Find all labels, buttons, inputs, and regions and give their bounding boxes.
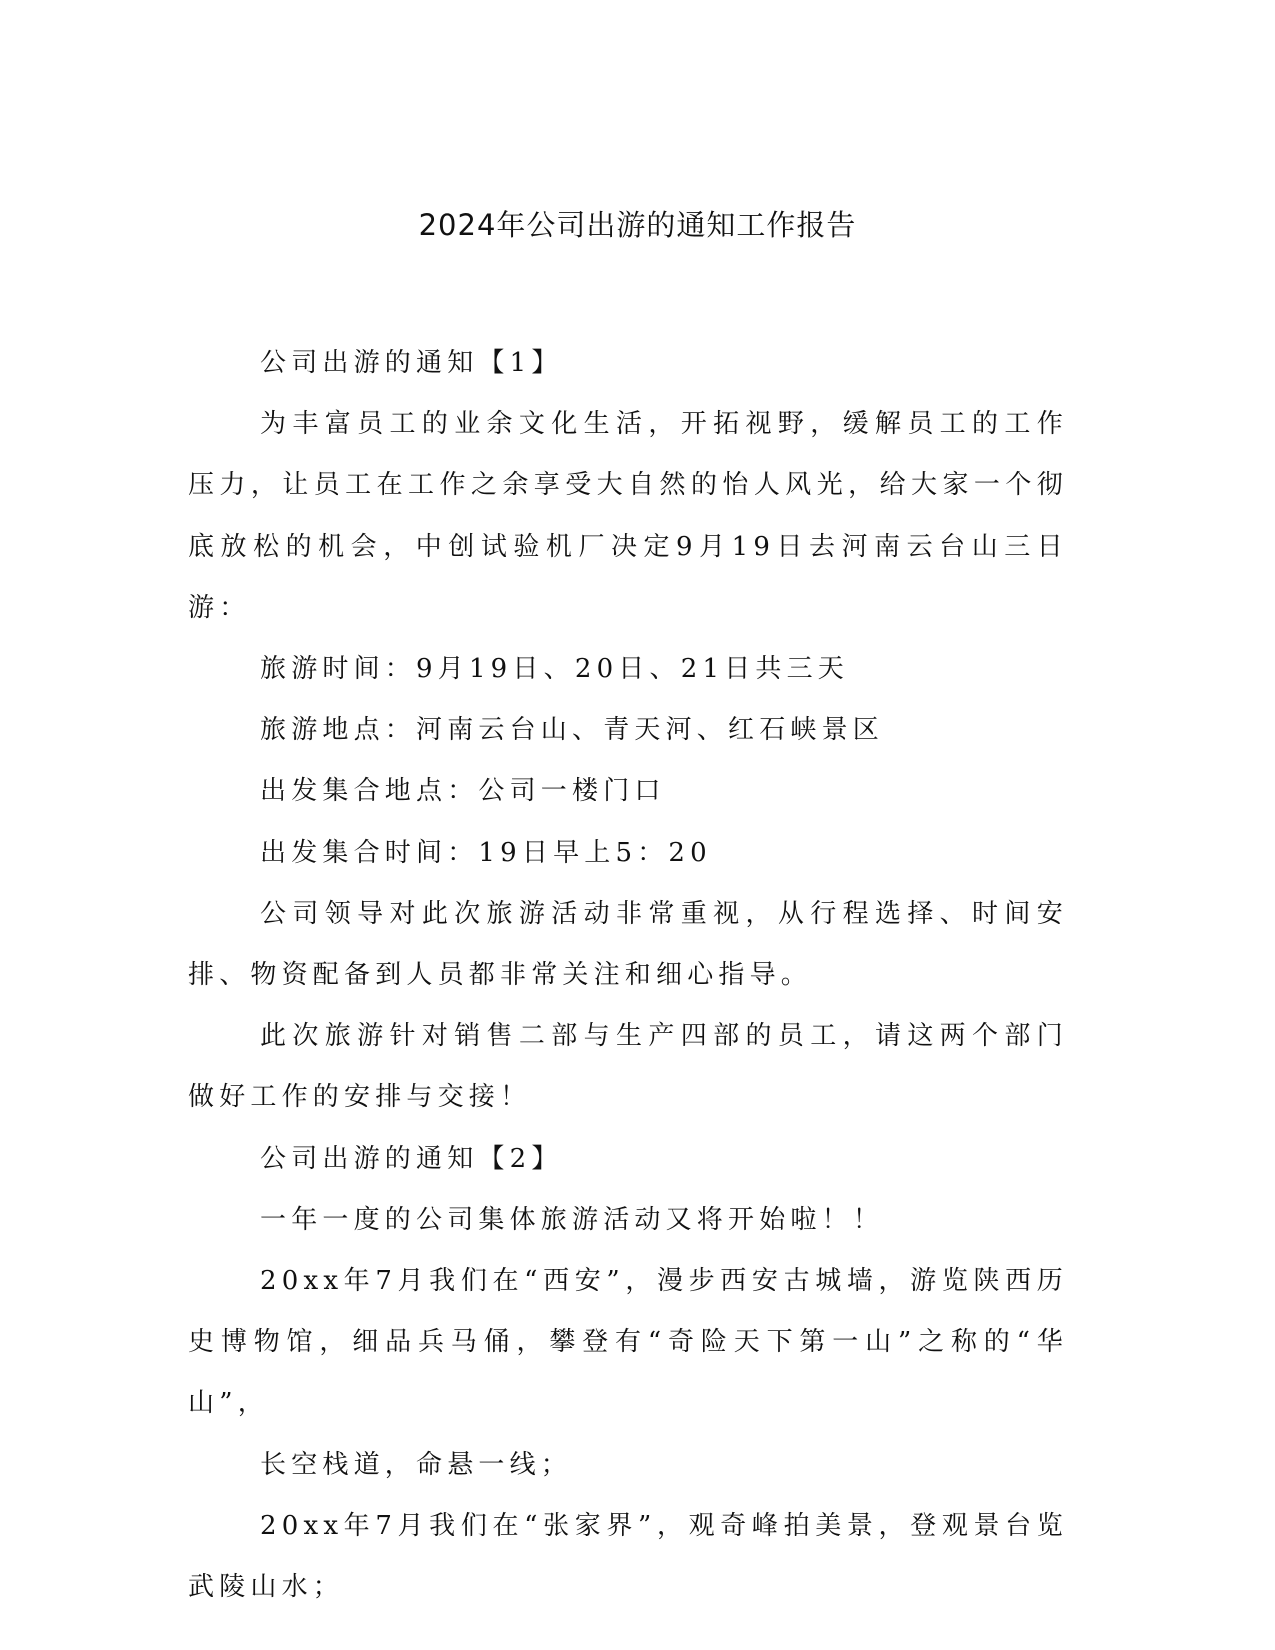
- xian-paragraph: 20xx年7月我们在“西安”，漫步西安古城墙，游览陕西历史博物馆，细品兵马俑，攀登有“奇险天下第一山”之称的“华山”，: [188, 1266, 1068, 1419]
- meeting-time: 出发集合时间：19日早上5：20: [260, 837, 712, 868]
- leadership-paragraph: 公司领导对此次旅游活动非常重视，从行程选择、时间安排、物资配备到人员都非常关注和细心指导。: [188, 898, 1068, 991]
- section-heading-1: 公司出游的通知【1】: [260, 348, 563, 378]
- plank-road-paragraph: 长空栈道，命悬一线；: [260, 1449, 573, 1480]
- section-heading-2: 公司出游的通知【2】: [260, 1143, 563, 1174]
- document-title: 2024年公司出游的通知工作报告: [418, 208, 857, 242]
- annual-trip-paragraph: 一年一度的公司集体旅游活动又将开始啦！！: [260, 1204, 885, 1235]
- zhangjiajie-paragraph: 20xx年7月我们在“张家界”，观奇峰拍美景，登观景台览武陵山水；: [188, 1510, 1068, 1603]
- document-body: [188, 333, 1068, 1618]
- travel-location: 旅游地点：河南云台山、青天河、红石峡景区: [260, 715, 885, 746]
- meeting-location: 出发集合地点：公司一楼门口: [260, 776, 666, 807]
- intro-paragraph: 为丰富员工的业余文化生活，开拓视野，缓解员工的工作压力，让员工在工作之余享受大自然的怡人风光，给大家一个彻底放松的机会，中创试验机厂决定9月19日去河南云台山三日游：: [188, 409, 1068, 623]
- travel-time: 旅游时间：9月19日、20日、21日共三天: [260, 654, 849, 685]
- departments-paragraph: 此次旅游针对销售二部与生产四部的员工，请这两个部门做好工作的安排与交接！: [188, 1021, 1068, 1113]
